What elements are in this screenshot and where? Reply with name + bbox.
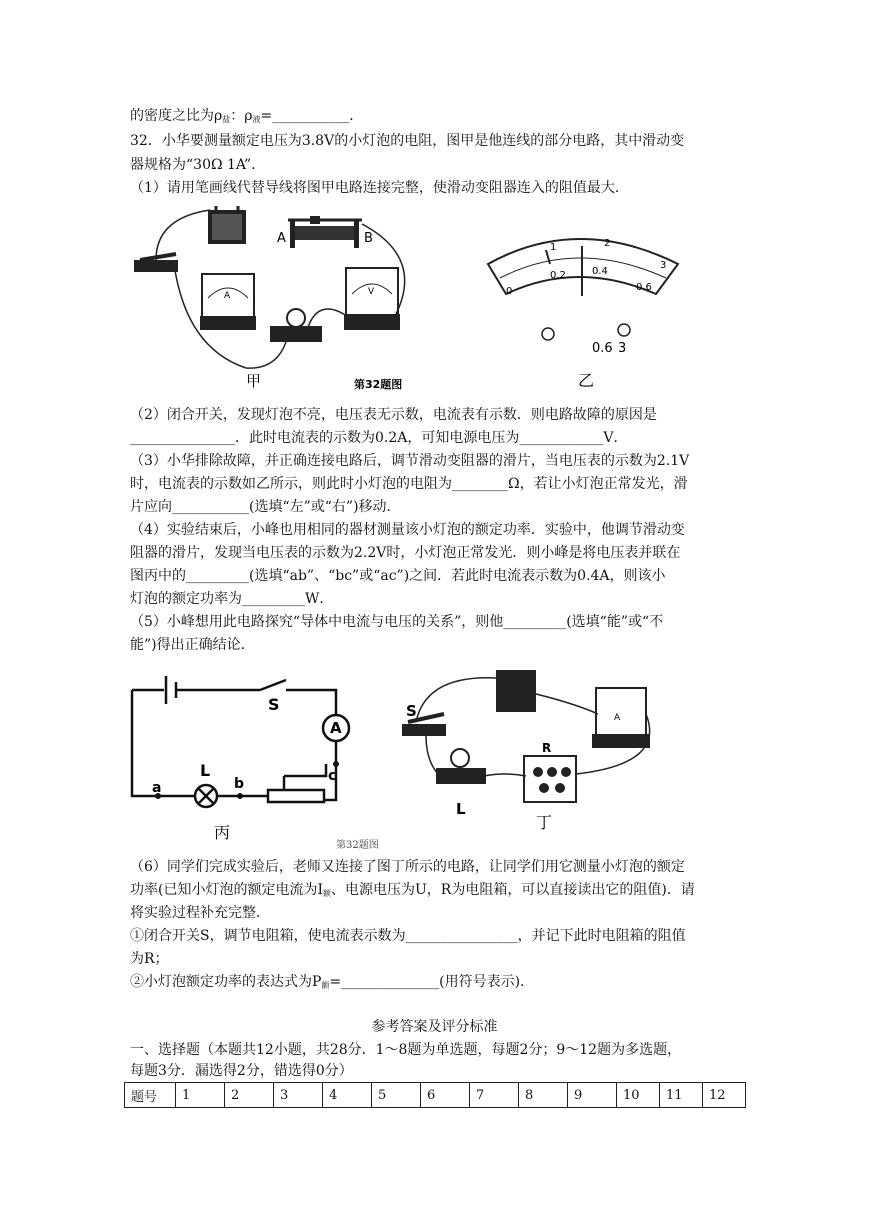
question-32-intro: 32．小华要测量额定电压为3.8V的小灯泡的电阻，图甲是他连线的部分电路，其中滑动变	[130, 133, 685, 149]
voltmeter-letter: V	[368, 287, 375, 297]
part-1: （1）请用笔画线代替导线将图甲电路连接完整，使滑动变阻器连入的阻值最大．	[130, 180, 629, 196]
part-2-blanks: _______________．此时电流表的示数为0.2A，可知电源电压为____________V．	[130, 430, 628, 446]
step-1-line-2: 为R；	[130, 951, 169, 967]
rheostat-terminal-b: B	[364, 231, 373, 246]
section-1-heading: 一、选择题（本题共12小题，共28分．1～8题为单选题，每题2分；9～12题为多选题，	[130, 1042, 682, 1058]
svg-text:2: 2	[604, 238, 611, 249]
figure-caption: 第32题图	[354, 378, 403, 391]
part-6-line-2: 功率(已知小灯泡的额定电流为$I_额$、电源电压为U，R为电阻箱，可以直接读出它的阻值)．请	[130, 882, 695, 898]
table-cell: 6	[421, 1083, 470, 1108]
table-cell: 10	[617, 1083, 660, 1108]
svg-text:0.6: 0.6	[592, 341, 613, 356]
question-32-intro-2: 器规格为“30Ω 1A”．	[130, 157, 266, 173]
section-1-heading-2: 每题3分．漏选得2分，错选得0分）	[130, 1063, 353, 1079]
svg-text:0.4: 0.4	[592, 266, 608, 277]
svg-text:1: 1	[550, 242, 557, 253]
label-r-ding: R	[542, 741, 552, 755]
table-cell: 4	[323, 1083, 372, 1108]
table-cell: 3	[274, 1083, 323, 1108]
density-ratio-line: 的密度之比为$\rho_盐$：$\rho_液=\_\_\_\_\_\_\_\_\_\_\_$．	[130, 108, 364, 124]
answer-table	[124, 1082, 746, 1108]
bulb-icon	[270, 309, 322, 342]
ammeter-letter: A	[224, 291, 231, 301]
step-1: ①闭合开关S，调节电阻箱，使电流表示数为________________，并记下此时电阻箱的阻值	[130, 928, 686, 944]
svg-text:0: 0	[506, 286, 513, 297]
label-ding: 丁	[536, 813, 553, 832]
caption-cut: 第32题图	[336, 840, 379, 850]
svg-text:3: 3	[660, 260, 667, 271]
table-cell: 题号	[125, 1083, 176, 1108]
circuit-photo-ding	[402, 670, 650, 802]
part-3-line-3: 片应向___________(选填“左”或“右”)移动．	[130, 499, 401, 515]
table-cell: 11	[660, 1083, 703, 1108]
ammeter-letter-ding: A	[614, 713, 621, 723]
ammeter-symbol-letter: A	[330, 719, 342, 737]
label-s-bing: S	[268, 695, 280, 714]
part-4-line-4: 灯泡的额定功率为_________W．	[130, 591, 334, 607]
table-cell: 12	[703, 1083, 746, 1108]
voltmeter-icon	[344, 268, 400, 330]
battery-icon	[208, 206, 246, 244]
point-b: b	[234, 776, 245, 792]
part-3: （3）小华排除故障，并正确连接电路后，调节滑动变阻器的滑片，当电压表的示数为2.1V	[130, 453, 690, 469]
answers-title: 参考答案及评分标准	[371, 1019, 498, 1035]
figure-32-jia-yi	[126, 198, 726, 400]
point-c: c	[328, 768, 337, 784]
part-6-line-3: 将实验过程补充完整．	[130, 905, 270, 921]
part-5: （5）小峰想用此电路探究“导体中电流与电压的关系”，则他_________(选填“能”或“不	[130, 614, 664, 630]
svg-text:0.2: 0.2	[550, 270, 566, 281]
table-cell: 7	[470, 1083, 519, 1108]
table-cell: 1	[176, 1083, 225, 1108]
step-2: ②小灯泡额定功率的表达式为$P_额=\_\_\_\_\_\_\_\_\_\_\_\_\_\_$(用符号表示)．	[130, 974, 535, 990]
rheostat-icon	[288, 216, 362, 248]
table-cell: 2	[225, 1083, 274, 1108]
label-yi: 乙	[578, 371, 595, 390]
part-2: （2）闭合开关，发现灯泡不亮，电压表无示数，电流表有示数．则电路故障的原因是	[130, 407, 657, 423]
part-3-line-2: 时，电流表的示数如乙所示，则此时小灯泡的电阻为________Ω，若让小灯泡正常发光，滑	[130, 476, 688, 492]
label-bing: 丙	[214, 823, 231, 842]
part-4-line-2: 阻器的滑片，发现当电压表的示数为2.2V时，小灯泡正常发光．则小峰是将电压表并联在	[130, 545, 681, 561]
point-a: a	[152, 780, 162, 796]
rheostat-terminal-a: A	[277, 231, 286, 246]
part-5-line-2: 能”)得出正确结论．	[130, 637, 255, 653]
label-l-ding: L	[456, 800, 466, 818]
part-4-line-3: 图丙中的_________(选填“ab”、“bc”或“ac”)之间．若此时电流表示数为0.4A，则该小	[130, 568, 666, 584]
label-l-bing: L	[200, 761, 211, 780]
label-jia: 甲	[246, 372, 262, 390]
part-6: （6）同学们完成实验后，老师又连接了图丁所示的电路，让同学们用它测量小灯泡的额定	[130, 859, 685, 875]
ammeter-icon	[200, 274, 256, 330]
table-cell: 9	[568, 1083, 617, 1108]
table-cell: 5	[372, 1083, 421, 1108]
label-s-ding: S	[406, 702, 417, 720]
svg-text:3: 3	[618, 341, 627, 356]
table-row	[125, 1083, 746, 1108]
figure-32-bing-ding	[126, 664, 686, 850]
table-cell: 8	[519, 1083, 568, 1108]
svg-text:0.6: 0.6	[636, 282, 652, 293]
part-4: （4）实验结束后，小峰也用相同的器材测量该小灯泡的额定功率．实验中，他调节滑动变	[130, 522, 685, 538]
